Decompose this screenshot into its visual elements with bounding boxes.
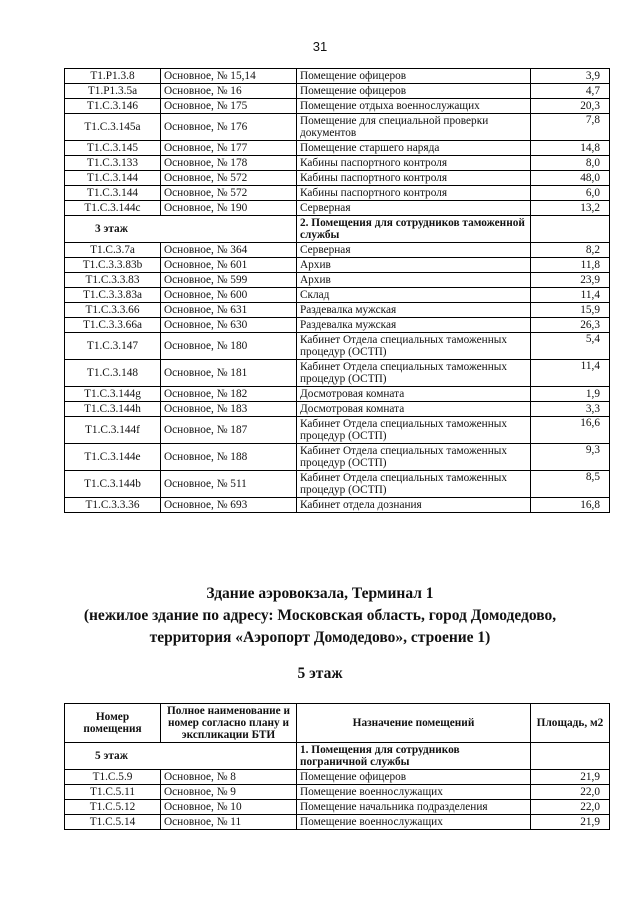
room-code-cell: T1.C.3.144g bbox=[65, 387, 161, 402]
room-purpose-cell: Архив bbox=[297, 258, 531, 273]
table-row bbox=[65, 387, 610, 402]
table-row bbox=[65, 243, 610, 258]
table-row bbox=[65, 114, 610, 141]
room-purpose-cell: Кабины паспортного контроля bbox=[297, 186, 531, 201]
rooms-table-floor-3-body bbox=[65, 69, 610, 513]
room-name-cell: Основное, № 15,14 bbox=[161, 69, 297, 84]
room-name-cell: Основное, № 178 bbox=[161, 156, 297, 171]
room-purpose-cell: Кабинет Отдела специальных таможенных процедур (ОСТП) bbox=[297, 333, 531, 360]
room-name-cell: Основное, № 600 bbox=[161, 288, 297, 303]
room-area-value: 16,6 bbox=[580, 417, 600, 429]
page-number: 31 bbox=[312, 39, 328, 54]
room-name-cell: Основное, № 601 bbox=[161, 258, 297, 273]
room-area-cell bbox=[531, 84, 610, 99]
table-row bbox=[65, 171, 610, 186]
room-name-cell: Основное, № 187 bbox=[161, 417, 297, 444]
room-area-cell bbox=[531, 69, 610, 84]
table-row bbox=[65, 471, 610, 498]
room-code-cell: T1.C.5.9 bbox=[65, 770, 161, 785]
table-row bbox=[65, 770, 610, 785]
table-row bbox=[65, 141, 610, 156]
room-purpose-cell: Помещение офицеров bbox=[297, 770, 531, 785]
room-area-value: 11,8 bbox=[580, 259, 600, 271]
room-purpose-cell: Помещение отдыха военнослужащих bbox=[297, 99, 531, 114]
room-name-cell: Основное, № 175 bbox=[161, 99, 297, 114]
room-name-cell: Основное, № 180 bbox=[161, 333, 297, 360]
room-area-value: 6,0 bbox=[585, 187, 600, 199]
room-purpose-cell: Помещение офицеров bbox=[297, 84, 531, 99]
room-area-value: 14,8 bbox=[580, 142, 600, 154]
room-purpose-cell: Склад bbox=[297, 288, 531, 303]
room-name-cell: Основное, № 188 bbox=[161, 444, 297, 471]
room-purpose-cell: Кабинет Отдела специальных таможенных процедур (ОСТП) bbox=[297, 444, 531, 471]
room-purpose-cell: Кабинет Отдела специальных таможенных процедур (ОСТП) bbox=[297, 471, 531, 498]
table-row bbox=[65, 273, 610, 288]
table-row bbox=[65, 498, 610, 513]
rooms-table-floor-5 bbox=[64, 703, 610, 830]
room-code-cell: T1.C.3.144b bbox=[65, 471, 161, 498]
room-area-cell bbox=[531, 333, 610, 360]
room-area-value: 8,0 bbox=[585, 157, 600, 169]
room-purpose-cell: Помещение военнослужащих bbox=[297, 785, 531, 800]
section-area-empty bbox=[531, 743, 610, 770]
room-name-cell: Основное, № 631 bbox=[161, 303, 297, 318]
room-code-cell: T1.C.5.12 bbox=[65, 800, 161, 815]
table-row bbox=[65, 156, 610, 171]
table-row bbox=[65, 84, 610, 99]
room-name-cell: Основное, № 16 bbox=[161, 84, 297, 99]
room-area-value: 11,4 bbox=[580, 360, 600, 372]
room-name-cell: Основное, № 572 bbox=[161, 186, 297, 201]
room-purpose-cell: Досмотровая комната bbox=[297, 402, 531, 417]
room-code-cell: T1.C.3.144 bbox=[65, 171, 161, 186]
rooms-table-floor-5-header bbox=[65, 704, 610, 743]
room-area-cell bbox=[531, 303, 610, 318]
room-purpose-cell: Кабины паспортного контроля bbox=[297, 171, 531, 186]
room-code-cell: T1.C.3.133 bbox=[65, 156, 161, 171]
room-code-cell: T1.C.3.144e bbox=[65, 444, 161, 471]
room-area-value: 16,8 bbox=[580, 499, 600, 511]
room-name-cell: Основное, № 9 bbox=[161, 785, 297, 800]
section-floor-label: 3 этаж bbox=[65, 216, 297, 243]
room-code-cell: T1.C.3.144h bbox=[65, 402, 161, 417]
room-area-cell bbox=[531, 114, 610, 141]
table-row bbox=[65, 288, 610, 303]
room-area-cell bbox=[531, 243, 610, 258]
room-purpose-cell: Серверная bbox=[297, 201, 531, 216]
room-name-cell: Основное, № 190 bbox=[161, 201, 297, 216]
room-name-cell: Основное, № 599 bbox=[161, 273, 297, 288]
room-area-value: 7,8 bbox=[585, 114, 600, 126]
room-code-cell: T1.C.3.144 bbox=[65, 186, 161, 201]
room-code-cell: T1.C.3.147 bbox=[65, 333, 161, 360]
room-code-cell: T1.C.3.7a bbox=[65, 243, 161, 258]
room-code-cell: T1.C.3.145 bbox=[65, 141, 161, 156]
room-code-cell: T1.C.3.3.66 bbox=[65, 303, 161, 318]
room-area-cell bbox=[531, 273, 610, 288]
room-area-cell bbox=[531, 141, 610, 156]
section-title: 2. Помещения для сотрудников таможенной службы bbox=[297, 216, 531, 243]
room-purpose-cell: Раздевалка мужская bbox=[297, 303, 531, 318]
rooms-table-floor-3 bbox=[64, 68, 610, 513]
room-area-cell bbox=[531, 360, 610, 387]
room-area-cell bbox=[531, 417, 610, 444]
header-area: Площадь, м2 bbox=[531, 704, 610, 743]
room-code-cell: T1.C.3.145a bbox=[65, 114, 161, 141]
room-purpose-cell: Кабинет Отдела специальных таможенных процедур (ОСТП) bbox=[297, 417, 531, 444]
table-row bbox=[65, 402, 610, 417]
room-area-cell bbox=[531, 258, 610, 273]
room-purpose-cell: Кабины паспортного контроля bbox=[297, 156, 531, 171]
room-area-value: 22,0 bbox=[580, 786, 600, 798]
room-area-value: 8,5 bbox=[585, 471, 600, 483]
table-row bbox=[65, 360, 610, 387]
room-area-value: 5,4 bbox=[585, 333, 600, 345]
room-name-cell: Основное, № 181 bbox=[161, 360, 297, 387]
table-row bbox=[65, 800, 610, 815]
room-area-cell bbox=[531, 387, 610, 402]
room-name-cell: Основное, № 364 bbox=[161, 243, 297, 258]
room-area-cell bbox=[531, 800, 610, 815]
room-area-cell bbox=[531, 785, 610, 800]
room-code-cell: T1.C.3.148 bbox=[65, 360, 161, 387]
room-name-cell: Основное, № 10 bbox=[161, 800, 297, 815]
room-area-value: 20,3 bbox=[580, 100, 600, 112]
room-purpose-cell: Серверная bbox=[297, 243, 531, 258]
room-area-cell bbox=[531, 288, 610, 303]
room-purpose-cell: Помещение начальника подразделения bbox=[297, 800, 531, 815]
room-area-value: 26,3 bbox=[580, 319, 600, 331]
room-area-value: 23,9 bbox=[580, 274, 600, 286]
room-code-cell: T1.P1.3.8 bbox=[65, 69, 161, 84]
table-row bbox=[65, 444, 610, 471]
room-area-cell bbox=[531, 156, 610, 171]
room-name-cell: Основное, № 182 bbox=[161, 387, 297, 402]
table-row bbox=[65, 785, 610, 800]
room-code-cell: T1.C.3.3.36 bbox=[65, 498, 161, 513]
building-address-line-1: (нежилое здание по адресу: Московская область, город Домодедово, bbox=[83, 607, 557, 624]
room-purpose-cell: Кабинет Отдела специальных таможенных процедур (ОСТП) bbox=[297, 360, 531, 387]
room-area-value: 3,9 bbox=[585, 70, 600, 82]
room-code-cell: T1.C.5.14 bbox=[65, 815, 161, 830]
room-area-cell bbox=[531, 471, 610, 498]
table-row bbox=[65, 186, 610, 201]
room-name-cell: Основное, № 630 bbox=[161, 318, 297, 333]
room-purpose-cell: Помещение офицеров bbox=[297, 69, 531, 84]
room-area-value: 21,9 bbox=[580, 771, 600, 783]
table-row bbox=[65, 333, 610, 360]
room-area-cell bbox=[531, 444, 610, 471]
floor-heading: 5 этаж bbox=[297, 665, 343, 682]
room-purpose-cell: Помещение для специальной проверки документов bbox=[297, 114, 531, 141]
header-purpose: Назначение помещений bbox=[297, 704, 531, 743]
table-row bbox=[65, 69, 610, 84]
rooms-table-floor-5-body bbox=[65, 743, 610, 830]
section-row bbox=[65, 216, 610, 243]
table-row bbox=[65, 417, 610, 444]
room-purpose-cell: Раздевалка мужская bbox=[297, 318, 531, 333]
section-area-empty bbox=[531, 216, 610, 243]
room-code-cell: T1.C.3.144f bbox=[65, 417, 161, 444]
room-code-cell: T1.C.3.3.83 bbox=[65, 273, 161, 288]
room-area-value: 48,0 bbox=[580, 172, 600, 184]
room-code-cell: T1.C.3.3.66a bbox=[65, 318, 161, 333]
table-row bbox=[65, 815, 610, 830]
room-name-cell: Основное, № 183 bbox=[161, 402, 297, 417]
room-code-cell: T1.C.3.3.83a bbox=[65, 288, 161, 303]
room-code-cell: T1.C.3.146 bbox=[65, 99, 161, 114]
table-row bbox=[65, 318, 610, 333]
building-address-line-2: территория «Аэропорт Домодедово», строение 1) bbox=[149, 629, 491, 646]
room-purpose-cell: Помещение военнослужащих bbox=[297, 815, 531, 830]
room-area-cell bbox=[531, 498, 610, 513]
room-area-cell bbox=[531, 201, 610, 216]
room-area-value: 11,4 bbox=[580, 289, 600, 301]
room-area-cell bbox=[531, 318, 610, 333]
table-row bbox=[65, 303, 610, 318]
room-area-value: 22,0 bbox=[580, 801, 600, 813]
room-area-cell bbox=[531, 186, 610, 201]
room-code-cell: T1.C.5.11 bbox=[65, 785, 161, 800]
room-name-cell: Основное, № 511 bbox=[161, 471, 297, 498]
room-area-value: 21,9 bbox=[580, 816, 600, 828]
room-purpose-cell: Досмотровая комната bbox=[297, 387, 531, 402]
room-area-value: 4,7 bbox=[585, 85, 600, 97]
room-name-cell: Основное, № 693 bbox=[161, 498, 297, 513]
room-name-cell: Основное, № 11 bbox=[161, 815, 297, 830]
building-title: Здание аэровокзала, Терминал 1 bbox=[206, 585, 434, 602]
room-area-value: 13,2 bbox=[580, 202, 600, 214]
room-area-value: 9,3 bbox=[585, 444, 600, 456]
table-row bbox=[65, 258, 610, 273]
room-area-cell bbox=[531, 815, 610, 830]
room-code-cell: T1.C.3.144c bbox=[65, 201, 161, 216]
room-area-value: 3,3 bbox=[585, 403, 600, 415]
room-purpose-cell: Помещение старшего наряда bbox=[297, 141, 531, 156]
header-room-number: Номер помещения bbox=[65, 704, 161, 743]
table-row bbox=[65, 201, 610, 216]
room-name-cell: Основное, № 8 bbox=[161, 770, 297, 785]
room-purpose-cell: Архив bbox=[297, 273, 531, 288]
room-area-cell bbox=[531, 171, 610, 186]
room-name-cell: Основное, № 572 bbox=[161, 171, 297, 186]
room-area-value: 15,9 bbox=[580, 304, 600, 316]
room-code-cell: T1.C.3.3.83b bbox=[65, 258, 161, 273]
room-name-cell: Основное, № 176 bbox=[161, 114, 297, 141]
room-name-cell: Основное, № 177 bbox=[161, 141, 297, 156]
room-purpose-cell: Кабинет отдела дознания bbox=[297, 498, 531, 513]
section-floor-label: 5 этаж bbox=[65, 743, 297, 770]
section-row bbox=[65, 743, 610, 770]
room-area-cell bbox=[531, 99, 610, 114]
section-title: 1. Помещения для сотрудников пограничной службы bbox=[297, 743, 531, 770]
room-area-cell bbox=[531, 402, 610, 417]
table-row bbox=[65, 99, 610, 114]
room-area-value: 8,2 bbox=[585, 244, 600, 256]
room-area-value: 1,9 bbox=[585, 388, 600, 400]
header-full-name: Полное наименование и номер согласно плану и экспликации БТИ bbox=[161, 704, 297, 743]
room-code-cell: T1.P1.3.5a bbox=[65, 84, 161, 99]
room-area-cell bbox=[531, 770, 610, 785]
